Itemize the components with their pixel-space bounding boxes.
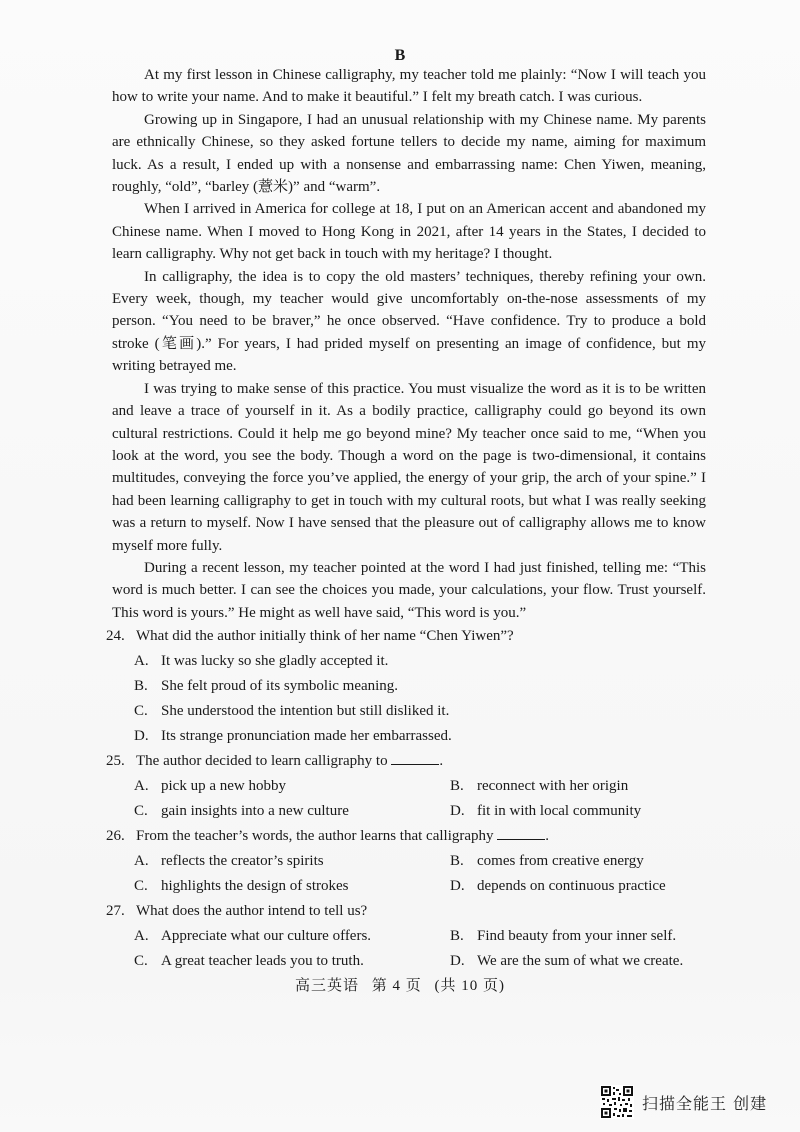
option-text: Its strange pronunciation made her embarrassed. <box>161 728 452 744</box>
question-27-option-b <box>450 924 706 949</box>
footer-page-number: 第 4 页 <box>371 978 422 994</box>
option-text: comes from creative energy <box>477 853 644 869</box>
option-text: pick up a new hobby <box>161 778 286 794</box>
option-row <box>106 799 706 824</box>
watermark-text: 扫描全能王 创建 <box>642 1093 768 1113</box>
section-heading: B <box>394 47 406 64</box>
option-letter: A. <box>134 653 149 669</box>
option-letter: D. <box>450 878 465 894</box>
question-text-wrapper <box>136 749 706 774</box>
option-letter: C. <box>134 803 148 819</box>
question-25-option-b <box>450 774 706 799</box>
question-number: 24. <box>106 628 125 644</box>
option-row <box>106 949 706 974</box>
question-24-option-a <box>134 649 706 674</box>
option-text: highlights the design of strokes <box>161 878 349 894</box>
option-text: She felt proud of its symbolic meaning. <box>161 678 399 694</box>
question-27-option-d <box>450 949 706 974</box>
option-row <box>106 649 706 674</box>
question-26-option-d <box>450 874 706 899</box>
option-row <box>106 774 706 799</box>
page-footer <box>0 975 800 997</box>
question-list <box>106 624 706 974</box>
question-24-option-d <box>134 724 706 749</box>
option-letter: C. <box>134 703 148 719</box>
question-text: The author decided to learn calligraphy to <box>136 753 388 769</box>
option-letter: D. <box>450 953 465 969</box>
option-letter: A. <box>134 853 149 869</box>
footer-subject: 高三英语 <box>294 978 359 994</box>
option-text: Appreciate what our culture offers. <box>161 928 372 944</box>
option-row <box>106 849 706 874</box>
question-27-option-c <box>134 949 450 974</box>
option-letter: D. <box>134 728 149 744</box>
option-row <box>106 699 706 724</box>
question-26-option-c <box>134 874 450 899</box>
question-number: 27. <box>106 903 125 919</box>
option-text: gain insights into a new culture <box>161 803 349 819</box>
option-row <box>106 674 706 699</box>
question-25-option-c <box>134 799 450 824</box>
option-letter: B. <box>450 928 464 944</box>
passage-paragraph: During a recent lesson, my teacher pointed at the word I had just finished, telling me: “This word is much better. I can see the choices you made, your calculations, your flow. Trust yourself. This word is yours.” He might as well have said, “This word is you.” <box>112 559 706 621</box>
question-27-option-a <box>134 924 450 949</box>
answer-blank <box>497 824 545 840</box>
question-text: What does the author intend to tell us? <box>136 903 368 919</box>
passage-paragraph: When I arrived in America for college at 18, I put on an American accent and abandoned my Chinese name. When I moved to Hong Kong in 2021, after 14 years in the States, I decided to learn calligraphy. Why not get back in touch with my heritage? I thought. <box>112 201 706 263</box>
option-text: She understood the intention but still disliked it. <box>161 703 450 719</box>
question-26-option-a <box>134 849 450 874</box>
option-text: We are the sum of what we create. <box>477 953 684 969</box>
passage-paragraph: At my first lesson in Chinese calligraphy, my teacher told me plainly: “Now I will teach you how to write your name. And to make it beautiful.” I felt my breath catch. I was curious. <box>112 67 706 106</box>
question-end-mark: . <box>545 828 550 844</box>
option-text: reconnect with her origin <box>477 778 629 794</box>
option-letter: A. <box>134 778 149 794</box>
question-24-option-b <box>134 674 706 699</box>
option-letter: A. <box>134 928 149 944</box>
question-end-mark: . <box>439 753 444 769</box>
question-text: What did the author initially think of her name “Chen Yiwen”? <box>136 628 514 644</box>
option-letter: B. <box>450 853 464 869</box>
question-25-option-d <box>450 799 706 824</box>
question-26-option-b <box>450 849 706 874</box>
question-25-stem <box>106 749 706 774</box>
question-26-stem <box>106 824 706 849</box>
question-number: 26. <box>106 828 125 844</box>
option-text: depends on continuous practice <box>477 878 666 894</box>
question-24-stem <box>106 624 706 649</box>
option-letter: D. <box>450 803 465 819</box>
question-text-wrapper <box>136 824 706 849</box>
reading-passage <box>112 64 706 624</box>
answer-blank <box>391 749 439 765</box>
passage-paragraph: Growing up in Singapore, I had an unusual relationship with my Chinese name. My parents are ethnically Chinese, so they asked fortune tellers to decide my name, aiming for maximum luck. As a result, I ended up with a nonsense and embarrassing name: Chen Yiwen, meaning, roughly, “old”, “barley (薏米)” and “warm”. <box>112 111 706 196</box>
option-letter: B. <box>134 678 148 694</box>
question-25-option-a <box>134 774 450 799</box>
option-text: A great teacher leads you to truth. <box>161 953 364 969</box>
question-27-stem <box>106 899 706 924</box>
option-text: reflects the creator’s spirits <box>161 853 324 869</box>
option-text: fit in with local community <box>477 803 642 819</box>
option-text: It was lucky so she gladly accepted it. <box>161 653 389 669</box>
footer-page-total: (共 10 页) <box>434 978 506 994</box>
option-letter: B. <box>450 778 464 794</box>
option-text: Find beauty from your inner self. <box>477 928 677 944</box>
question-24-option-c <box>134 699 706 724</box>
passage-paragraph: In calligraphy, the idea is to copy the old masters’ techniques, thereby refining your own. Every week, though, my teacher would give uncomfortably on-the-nose assessments of my person. “You need to be braver,” he once observed. “Have confidence. Try to produce a bold stroke (笔画).” For years, I had prided myself on presenting an image of confidence, but my writing betrayed me. <box>112 268 706 375</box>
option-row <box>106 924 706 949</box>
option-letter: C. <box>134 878 148 894</box>
question-text: From the teacher’s words, the author learns that calligraphy <box>136 828 494 844</box>
qr-code-icon <box>600 1085 634 1119</box>
question-number: 25. <box>106 753 125 769</box>
option-row <box>106 874 706 899</box>
passage-paragraph: I was trying to make sense of this practice. You must visualize the word as it is to be written and leave a trace of yourself in it. As a bodily practice, calligraphy could go beyond its own cultural restrictions. Could it help me go beyond mine? My teacher once said to me, “When you look at the word, you see the body. Though a word on the page is two-dimensional, it contains multitudes, conveying the force you’ve applied, the energy of your grip, the arch of your spine.” I had been learning calligraphy to get in touch with my cultural roots, but what I was really seeking was a return to myself. Now I have sensed that the pleasure out of calligraphy allows me to know myself more fully. <box>112 380 706 554</box>
option-letter: C. <box>134 953 148 969</box>
option-row <box>106 724 706 749</box>
scanner-watermark <box>600 1085 767 1119</box>
